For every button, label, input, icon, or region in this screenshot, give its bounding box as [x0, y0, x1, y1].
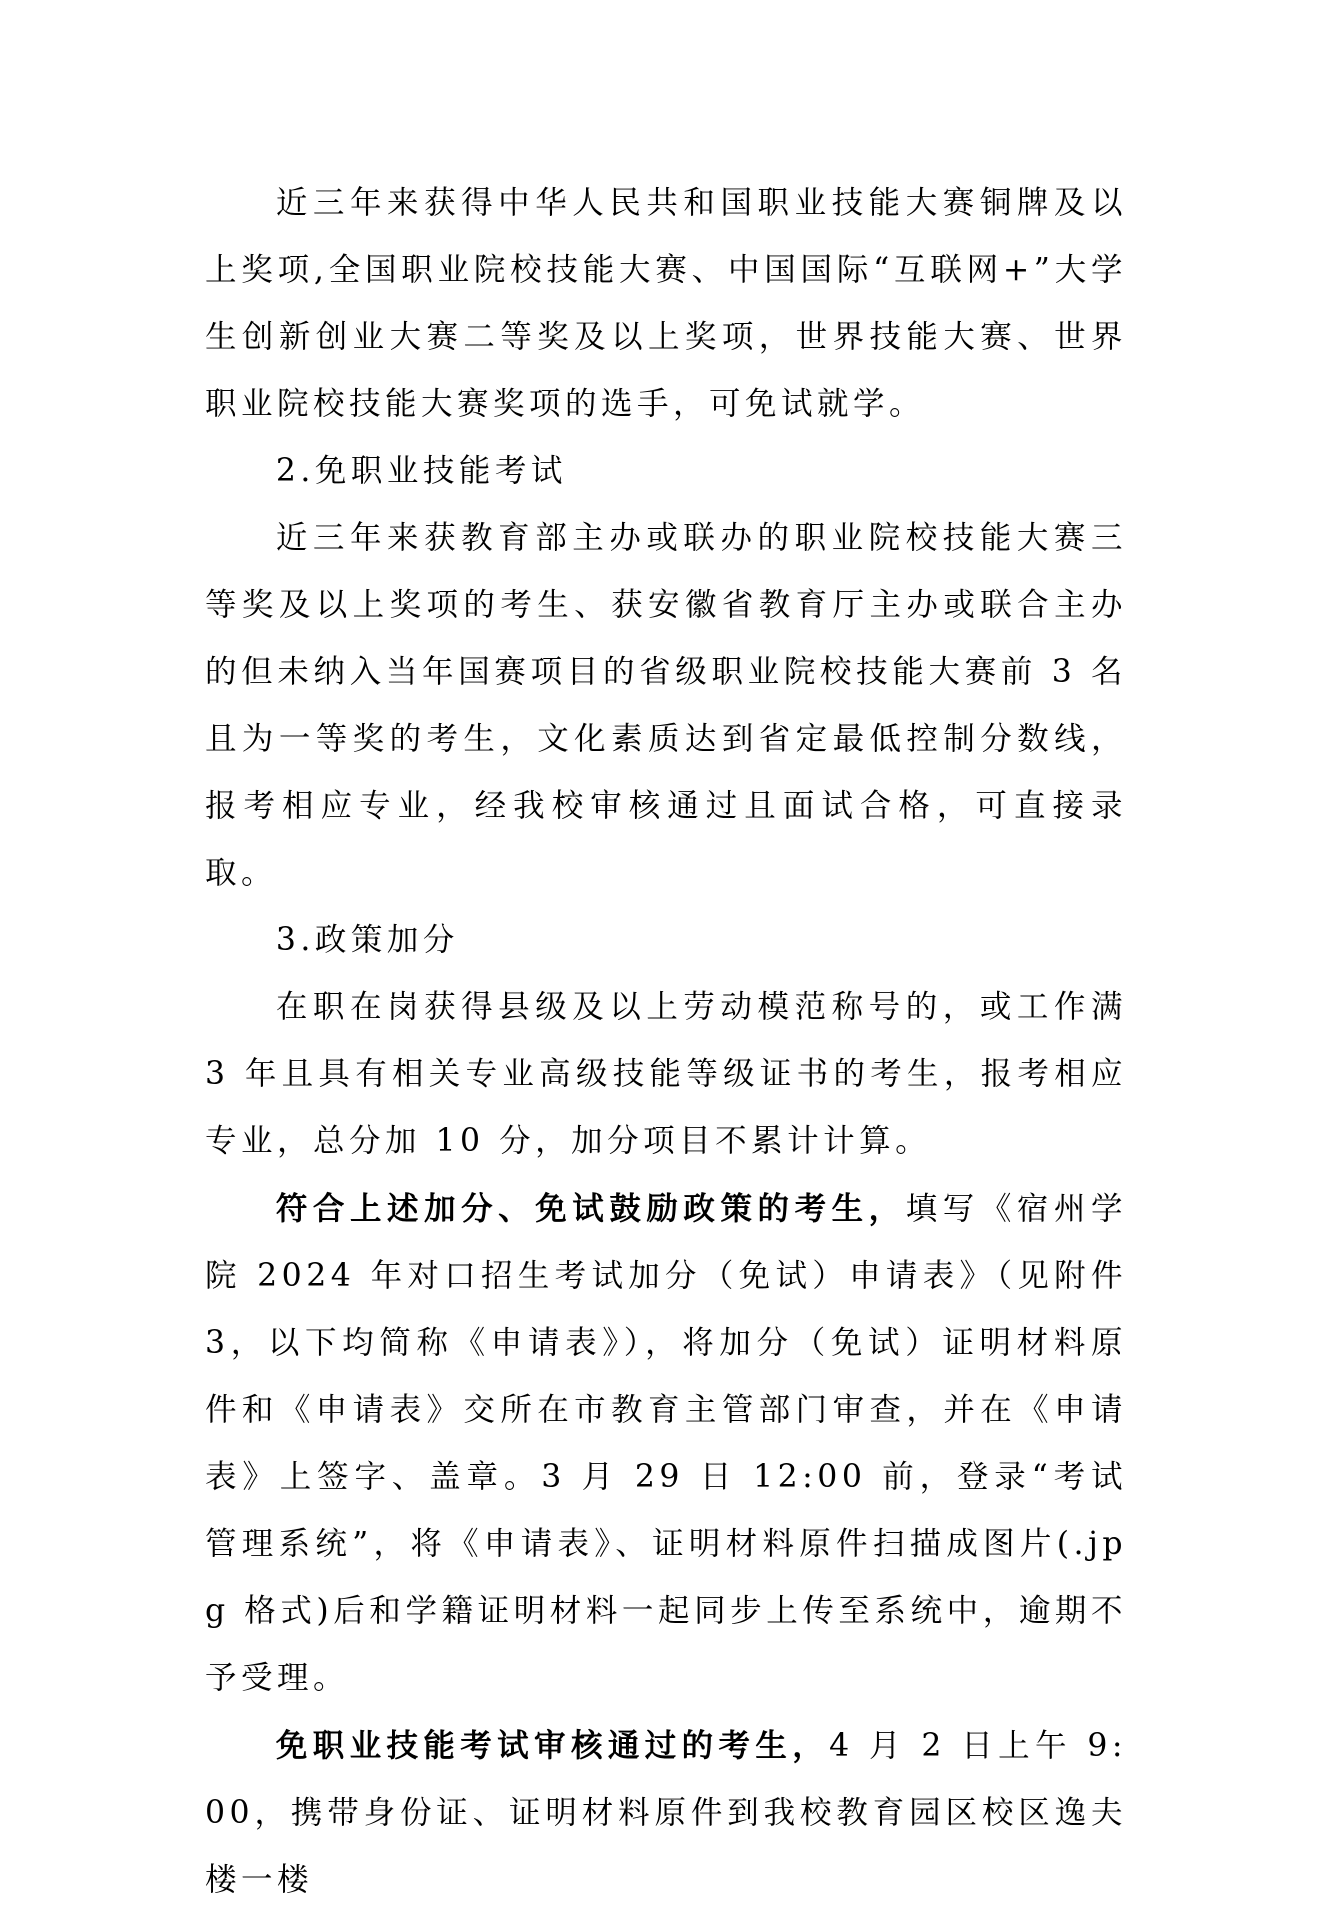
paragraph-application-procedure [205, 1175, 1127, 1712]
paragraph-text: 近三年来获教育部主办或联办的职业院校技能大赛三等奖及以上奖项的考生、获安徽省教育厅主办或联合主办的但未纳入当年国赛项目的省级职业院校技能大赛前 3 名且为一等奖的考生，文化素质达到省定最低控制分数线，报考相应专业，经我校审核通过且面试合格，可直接录取。 [205, 520, 1127, 891]
paragraph-skill-exam-exemption [205, 505, 1127, 907]
paragraph-text: 近三年来获得中华人民共和国职业技能大赛铜牌及以上奖项,全国职业院校技能大赛、中国国际“互联网+”大学生创新创业大赛二等奖及以上奖项，世界技能大赛、世界职业院校技能大赛奖项的选手，可免试就学。 [205, 185, 1127, 422]
paragraph-text: 4 月 2 日上午 9:00，携带身份证、证明材料原件到我校教育园区校区逸夫楼一楼 [205, 1728, 1127, 1898]
paragraph-bold-lead: 符合上述加分、免试鼓励政策的考生， [275, 1190, 906, 1227]
section-heading-skill-exam-exemption [205, 438, 1127, 505]
paragraph-bold-lead: 免职业技能考试审核通过的考生， [275, 1727, 830, 1764]
paragraph-award-exemption [205, 170, 1127, 438]
heading-text: 3.政策加分 [275, 922, 459, 958]
paragraph-text: 填写《宿州学院 2024 年对口招生考试加分（免试）申请表》（见附件 3，以下均简称《申请表》），将加分（免试）证明材料原件和《申请表》交所在市教育主管部门审查，并在《申请表》上签字、盖章。3 月 29 日 12:00 前，登录“考试管理系统”，将《申请表》、证明材料原件扫描成图片(.jpg 格式)后和学籍证明材料一起同步上传至系统中，逾期不予受理。 [205, 1191, 1127, 1696]
document-body [205, 170, 1127, 1914]
heading-text: 2.免职业技能考试 [275, 453, 567, 489]
paragraph-policy-bonus [205, 974, 1127, 1175]
paragraph-text: 在职在岗获得县级及以上劳动模范称号的，或工作满 3 年且具有相关专业高级技能等级证书的考生，报考相应专业，总分加 10 分，加分项目不累计计算。 [205, 989, 1127, 1159]
section-heading-policy-bonus [205, 907, 1127, 974]
paragraph-approved-candidates [205, 1712, 1127, 1914]
